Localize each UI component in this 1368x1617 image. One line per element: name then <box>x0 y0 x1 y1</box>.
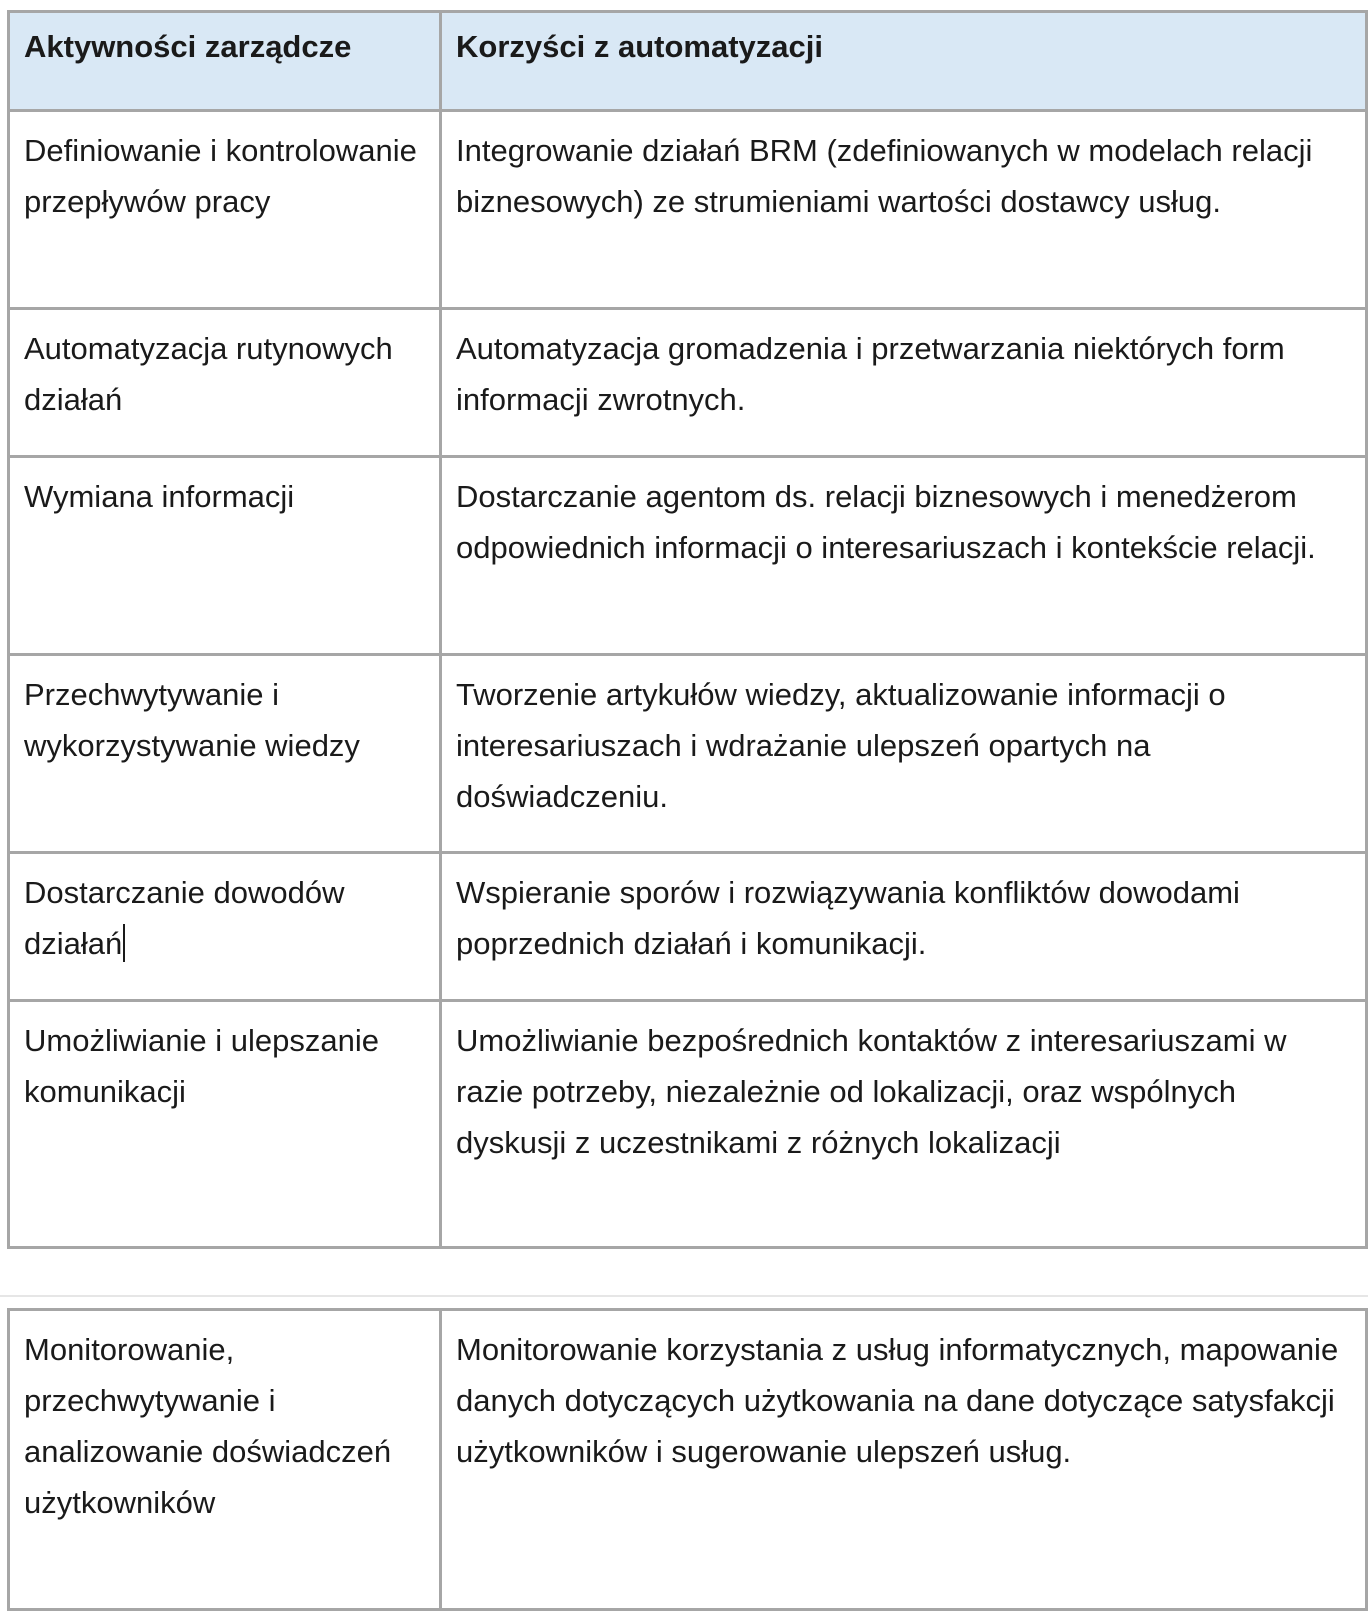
activity-cell[interactable]: Definiowanie i kontrolowanie przepływów pracy <box>9 111 441 309</box>
table-row <box>9 1310 1367 1610</box>
benefit-cell[interactable]: Monitorowanie korzystania z usług informatycznych, mapowanie danych dotyczących użytkowania na dane dotyczące satysfakcji użytkowników i sugerowanie ulepszeń usług. <box>441 1310 1367 1610</box>
table-row <box>9 655 1367 853</box>
text-cursor <box>123 924 125 962</box>
benefit-cell[interactable]: Automatyzacja gromadzenia i przetwarzania niektórych form informacji zwrotnych. <box>441 309 1367 457</box>
table-row <box>9 309 1367 457</box>
activity-cell[interactable]: Umożliwianie i ulepszanie komunikacji <box>9 1001 441 1248</box>
table-header-row <box>9 12 1367 111</box>
activity-cell-with-caret[interactable] <box>9 853 441 1001</box>
benefit-cell[interactable]: Wspieranie sporów i rozwiązywania konfliktów dowodami poprzednich działań i komunikacji. <box>441 853 1367 1001</box>
activity-cell[interactable]: Przechwytywanie i wykorzystywanie wiedzy <box>9 655 441 853</box>
header-benefits: Korzyści z automatyzacji <box>441 12 1367 111</box>
benefit-cell[interactable]: Umożliwianie bezpośrednich kontaktów z interesariuszami w razie potrzeby, niezależnie od lokalizacji, oraz wspólnych dyskusji z uczestnikami z różnych lokalizacji <box>441 1001 1367 1248</box>
table-row <box>9 1001 1367 1248</box>
header-activities: Aktywności zarządcze <box>9 12 441 111</box>
automation-benefits-table-continued <box>7 1308 1368 1611</box>
table-row <box>9 853 1367 1001</box>
activity-cell-text: Dostarczanie dowodów działań <box>24 875 345 961</box>
page-break-divider <box>0 1295 1368 1297</box>
table-row <box>9 111 1367 309</box>
benefit-cell[interactable]: Integrowanie działań BRM (zdefiniowanych w modelach relacji biznesowych) ze strumieniami wartości dostawcy usług. <box>441 111 1367 309</box>
benefit-cell[interactable]: Dostarczanie agentom ds. relacji biznesowych i menedżerom odpowiednich informacji o interesariuszach i kontekście relacji. <box>441 457 1367 655</box>
activity-cell[interactable]: Wymiana informacji <box>9 457 441 655</box>
activity-cell[interactable]: Monitorowanie, przechwytywanie i analizowanie doświadczeń użytkowników <box>9 1310 441 1610</box>
benefit-cell[interactable]: Tworzenie artykułów wiedzy, aktualizowanie informacji o interesariuszach i wdrażanie ulepszeń opartych na doświadczeniu. <box>441 655 1367 853</box>
table-row <box>9 457 1367 655</box>
automation-benefits-table <box>7 10 1368 1249</box>
activity-cell[interactable]: Automatyzacja rutynowych działań <box>9 309 441 457</box>
